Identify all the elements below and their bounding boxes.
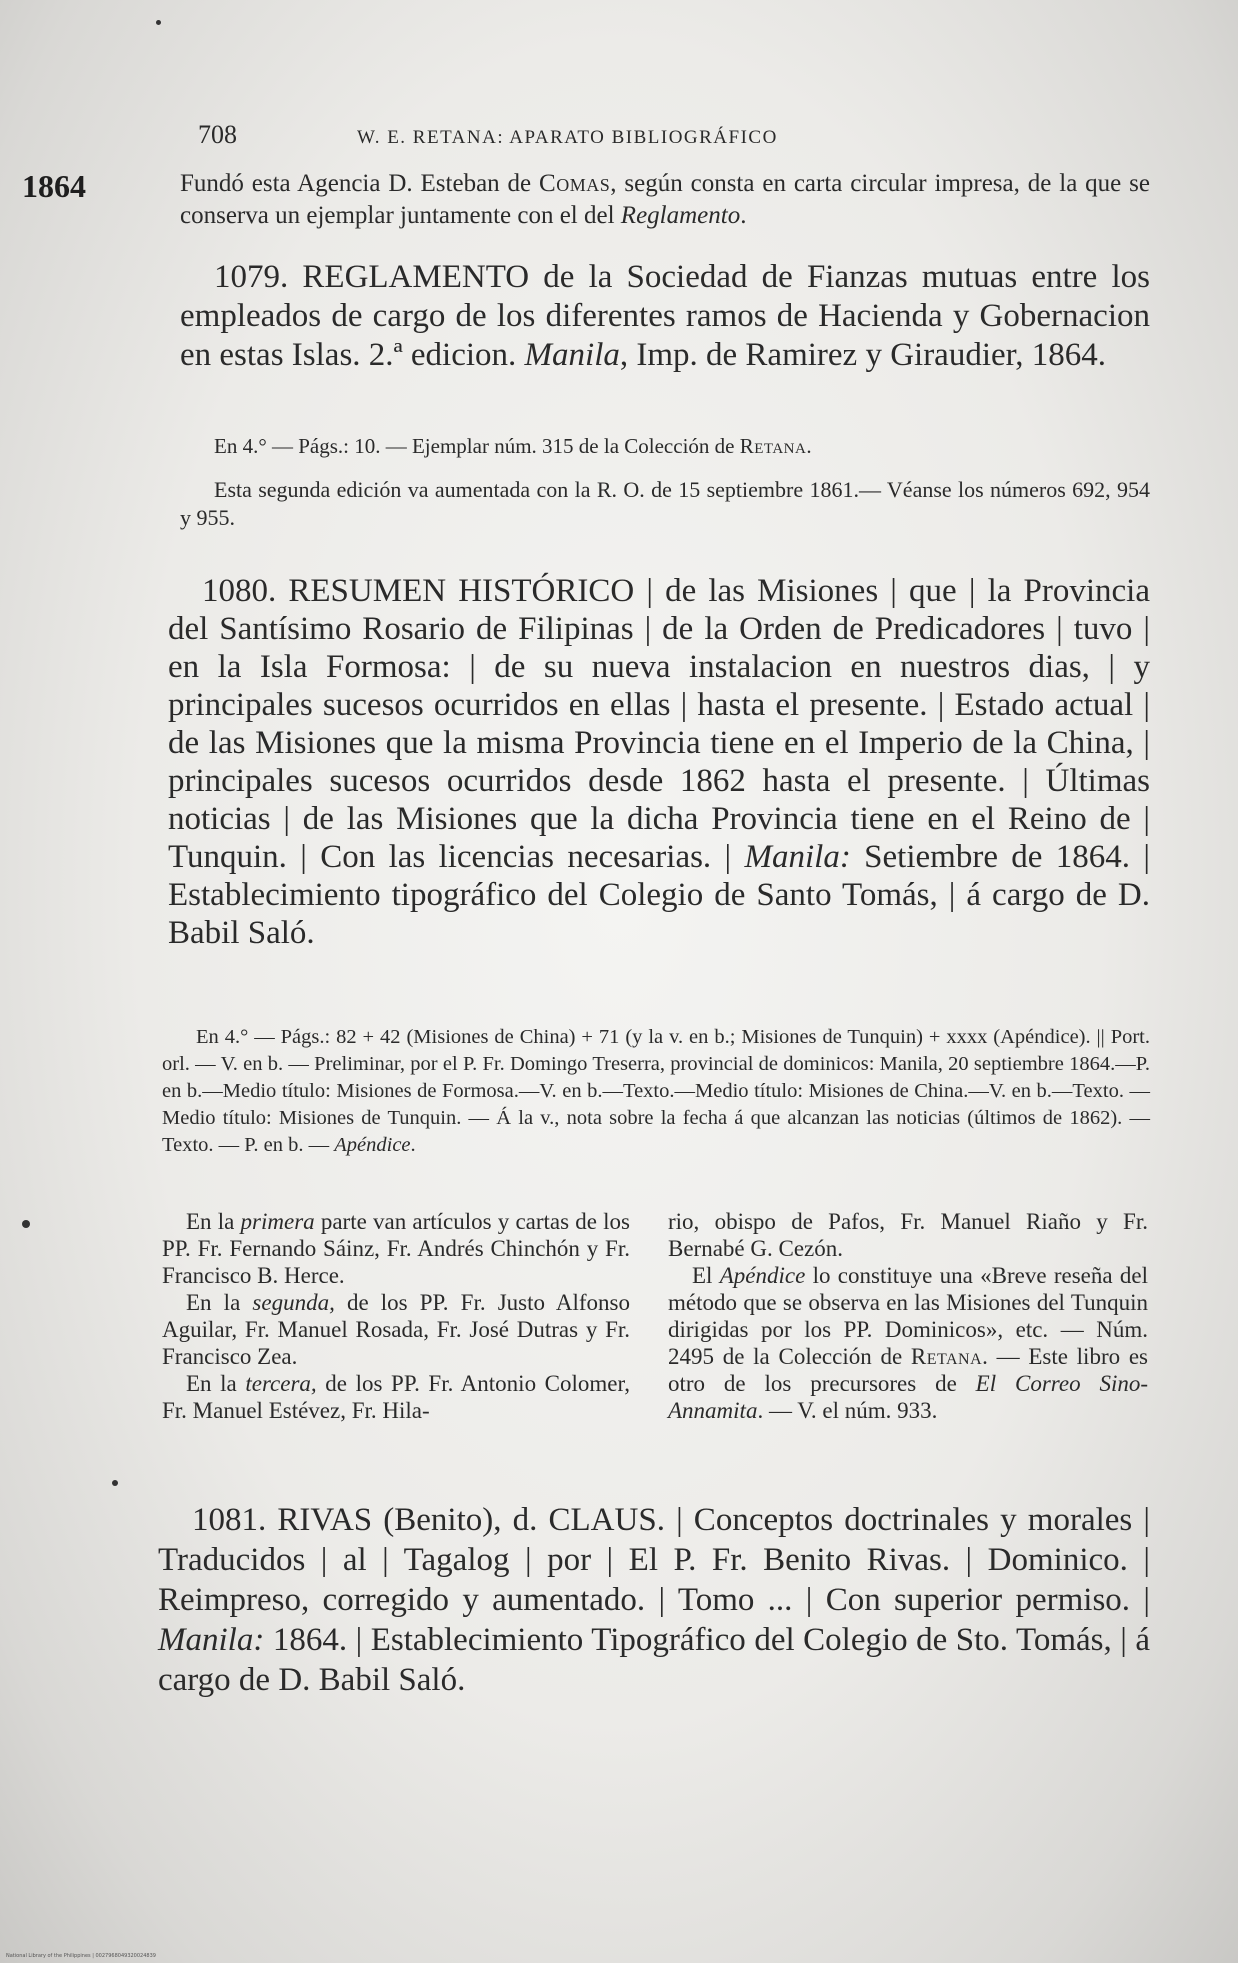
entry-1081-text-2: 1864. | Establecimiento Tipográfico del Colegio de Sto. Tomás, | á cargo de D. Babil Saló. xyxy=(158,1622,1150,1698)
entry-1079-desc-retana: Retana xyxy=(739,434,807,458)
margin-year: 1864 xyxy=(22,168,86,204)
right-col-text: lo constituye una «Breve reseña del método que se observa en las Misiones del Tunquin dirigidas por los PP. Dominicos», etc. — Núm. 2495 de la Colección de xyxy=(668,1263,1148,1369)
right-col-para-2 xyxy=(668,1262,1148,1424)
intro-name-comas: Comas xyxy=(539,170,611,197)
left-col-text: de los PP. Fr. Antonio Colomer, Fr. Manuel Estévez, Fr. Hila- xyxy=(162,1371,630,1423)
entry-1079-note: Esta segunda edición va aumentada con la R. O. de 15 septiembre 1861.— Véanse los números 692, 954 y 955. xyxy=(180,477,1150,530)
entry-1080-text-1: 1080. RESUMEN HISTÓRICO | de las Misiones | que | la Provincia del Santísimo Rosario de Filipinas | de la Orden de Predicadores | tuvo | en la Isla Formosa: | de su nueva instalacion en nuestros dias, | y principales sucesos ocurridos en ellas | hasta el presente. | Estado actual | de las Misiones que la misma Provincia tiene en el Imperio de la China, | principales sucesos ocurridos desde 1862 hasta el presente. | Últimas noticias | de las Misiones que la dicha Provincia tiene en el Reino de | Tunquin. | Con las licencias necesarias. | xyxy=(168,573,1150,875)
entry-1080-title xyxy=(168,572,1150,952)
left-col-italic: primera xyxy=(240,1209,315,1234)
right-column xyxy=(668,1208,1148,1424)
entry-1079-title xyxy=(180,258,1150,375)
left-col-italic: tercera, xyxy=(245,1371,317,1396)
right-col-para-1: rio, obispo de Pafos, Fr. Manuel Riaño y Fr. Bernabé G. Cezón. xyxy=(668,1209,1148,1261)
entry-1079-desc-2: . xyxy=(806,434,812,458)
left-col-text: parte van artículos y cartas de los PP. Fr. Fernando Sáinz, Fr. Andrés Chinchón y Fr. Francisco B. Herce. xyxy=(162,1209,631,1288)
entry-1080-description xyxy=(162,1024,1150,1159)
margin-dot xyxy=(156,20,161,25)
intro-text-2: , según consta en carta circular impresa, de la que se conserva un ejemplar juntamente con el del xyxy=(180,170,1150,229)
left-column xyxy=(162,1208,630,1424)
margin-dot xyxy=(112,1480,118,1486)
right-col-retana: Retana xyxy=(910,1344,983,1369)
entry-1080-desc-1: En 4.° — Págs.: 82 + 42 (Misiones de China) + 71 (y la v. en b.; Misiones de Tunquin) + xxxx (Apéndice). || Port. orl. — V. en b. — Preliminar, por el P. Fr. Domingo Treserra, provincial de dominicos: Manila, 20 septiembre 1864.—P. en b.—Medio título: Misiones de Formosa.—V. en b.—Texto.—Medio título: Misiones de China.—V. en b.—Texto. — Medio título: Misiones de Tunquin. — Á la v., nota sobre la fecha á que alcanzan las noticias (últimos de 1862). — Texto. — P. en b. — xyxy=(162,1026,1150,1156)
scan-credit: National Library of the Philippines | 0027968049320024839 xyxy=(6,1953,156,1959)
entry-1080-desc-apendice: Apéndice xyxy=(334,1134,411,1156)
entry-1081-place: Manila: xyxy=(158,1622,265,1658)
left-col-para-2 xyxy=(162,1289,630,1370)
entry-1080-text-2: Setiembre de 1864. | Establecimiento tipográfico del Colegio de Santo Tomás, | á cargo de D. Babil Saló. xyxy=(168,839,1151,951)
entry-1079-text-2: , Imp. de Ramirez y Giraudier, 1864. xyxy=(619,337,1107,373)
left-col-text: En la xyxy=(186,1290,253,1315)
right-col-text: El xyxy=(692,1263,720,1288)
entry-1079-description xyxy=(180,432,1150,460)
margin-dot xyxy=(22,1220,30,1228)
entry-1079-text-1: 1079. REGLAMENTO de la Sociedad de Fianzas mutuas entre los empleados de cargo de los diferentes ramos de Hacienda y Gobernacion en estas Islas. 2.ª edicion. xyxy=(180,259,1150,373)
entry-1079-desc-1: En 4.° — Págs.: 10. — Ejemplar núm. 315 de la Colección de xyxy=(214,434,740,458)
intro-reglamento: Reglamento xyxy=(620,202,741,229)
left-col-italic: segunda, xyxy=(252,1290,335,1315)
entry-1080-desc-2: . xyxy=(410,1134,416,1156)
running-title: W. E. RETANA: APARATO BIBLIOGRÁFICO xyxy=(357,127,778,148)
left-col-text: En la xyxy=(186,1209,241,1234)
page-number: 708 xyxy=(198,120,237,149)
right-col-text: . — V. el núm. 933. xyxy=(757,1398,938,1423)
left-col-text: En la xyxy=(186,1371,246,1396)
left-col-text: de los PP. Fr. Justo Alfonso Aguilar, Fr. Manuel Rosada, Fr. José Dutras y Fr. Francisco Zea. xyxy=(162,1290,630,1369)
intro-text-3: . xyxy=(740,202,747,229)
entry-1081-text-1: 1081. RIVAS (Benito), d. CLAUS. | Conceptos doctrinales y morales | Traducidos | al | Tagalog | por | El P. Fr. Benito Rivas. | Dominico. | Reimpreso, corregido y aumentado. | Tomo ... | Con superior permiso. | xyxy=(158,1502,1150,1618)
entry-1081-title xyxy=(158,1500,1150,1700)
left-col-para-1 xyxy=(162,1208,630,1289)
intro-paragraph xyxy=(180,168,1150,232)
right-col-italic: El Correo Sino-Annamita xyxy=(668,1371,1148,1423)
running-head xyxy=(198,120,1038,150)
right-col-text: . — Este libro es otro de los precursores de xyxy=(668,1344,1148,1396)
right-col-italic: Apéndice xyxy=(719,1263,806,1288)
left-col-para-3 xyxy=(162,1370,630,1424)
intro-text-1: Fundó esta Agencia D. Esteban de xyxy=(180,170,540,197)
entry-1080-place: Manila: xyxy=(744,839,851,875)
entry-1079-place: Manila xyxy=(524,337,620,373)
